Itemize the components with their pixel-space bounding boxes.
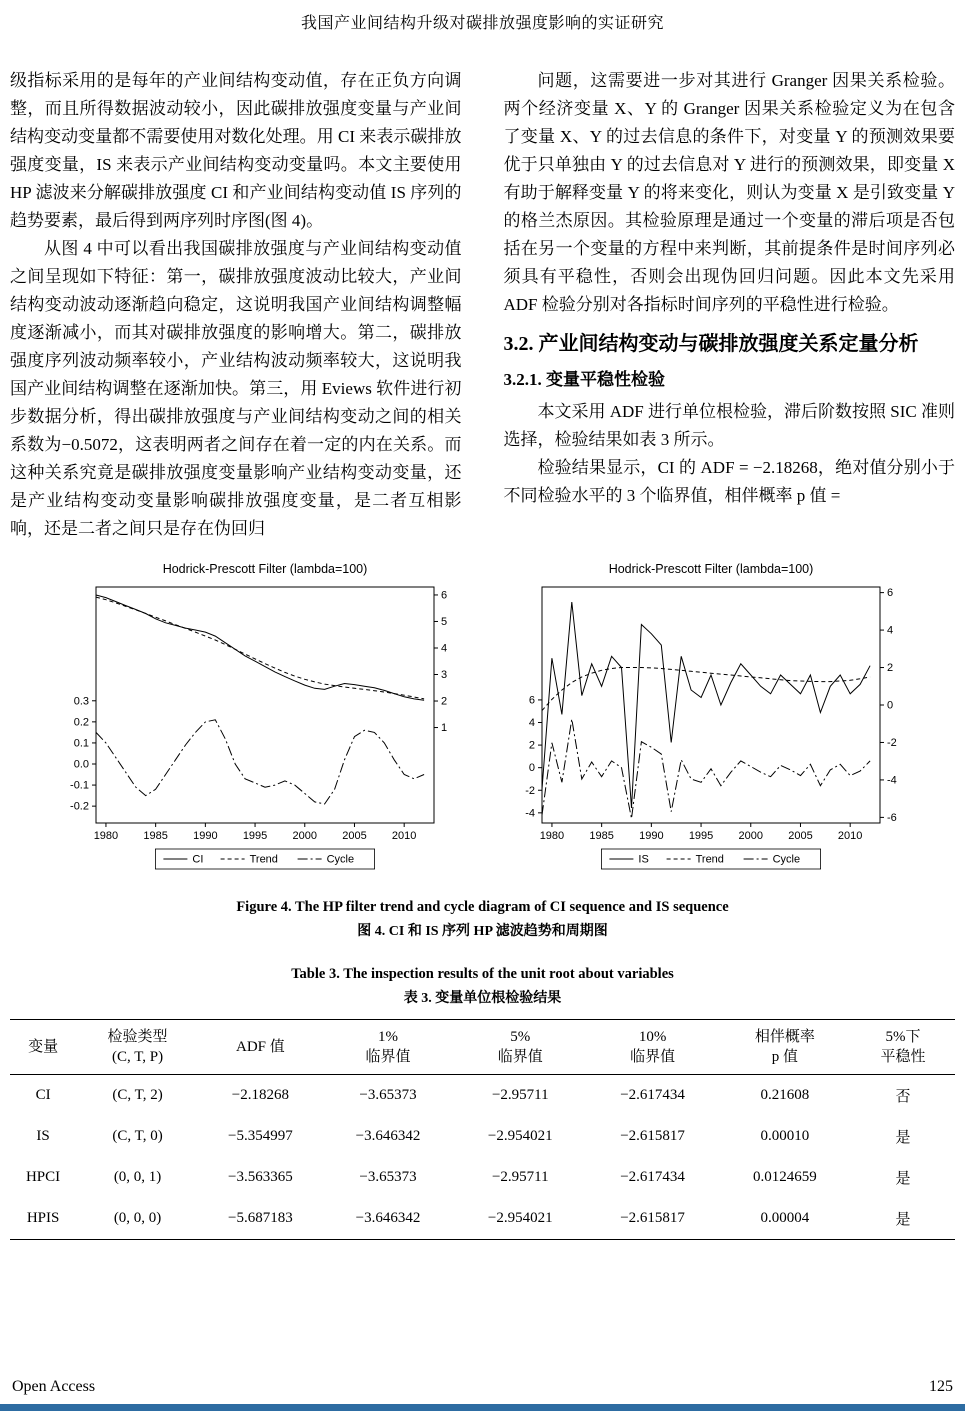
body-paragraph: 级指标采用的是每年的产业间结构变动值，存在正负方向调整，而且所得数据波动较小，因此碳排放强度变量与产业间结构变动变量都不需要使用对数化处理。用 CI 来表示碳排放强度变量，IS 来表示产业间结构变动变量吗。本文主要使用 HP 滤波来分解碳排放强度 CI 和产业间结构变动值 IS 序列的趋势要素，最后得到两序列时序图(图 4)。 [10, 71, 462, 230]
svg-text:IS: IS [637, 853, 649, 866]
chart-legend [155, 849, 374, 869]
footer-open-access: Open Access [12, 1378, 96, 1395]
subsection-heading-3-2-1: 3.2.1. 变量平稳性检验 [503, 370, 665, 389]
svg-text:-4: -4 [886, 774, 897, 787]
svg-text:2010: 2010 [391, 830, 416, 842]
svg-text:4: 4 [440, 642, 447, 655]
footer-page-number: 125 [929, 1378, 953, 1395]
table-header-cell: 5% 临界值 [497, 1029, 543, 1065]
right-column [504, 67, 956, 543]
page-footer [12, 1378, 953, 1396]
table-cell: 是 [895, 1171, 911, 1187]
series-ci-line [96, 595, 424, 700]
table-caption-en: Table 3. The inspection results of the unit root about variables [291, 966, 674, 982]
svg-text:2000: 2000 [738, 830, 763, 842]
svg-text:2005: 2005 [787, 830, 813, 842]
table-header-cell: 1% 临界值 [365, 1029, 411, 1065]
table-cell: (C, T, 2) [112, 1087, 163, 1103]
svg-text:6: 6 [886, 587, 893, 600]
table-cell: 0.0124659 [752, 1169, 817, 1185]
svg-text:0: 0 [528, 762, 535, 775]
svg-text:0: 0 [886, 699, 893, 712]
table-cell: 否 [895, 1089, 911, 1105]
table-cell: HPCI [25, 1169, 61, 1185]
table-3-area [0, 966, 965, 1240]
svg-text:2000: 2000 [292, 830, 317, 842]
table-row [10, 1116, 955, 1157]
body-paragraph: 从图 4 中可以看出我国碳排放强度与产业间结构变动值之间呈现如下特征：第一，碳排放强度波动比较大，产业间结构变动波动逐渐趋向稳定，这说明我国产业间结构调整幅度逐渐减小，而其对碳排放强度的影响增大。第二，碳排放强度序列波动频率较小，产业结构波动频率较大，这说明我国产业间结构调整在逐渐加快。第三，用 Eviews 软件进行初步数据分析，得出碳排放强度与产业间结构变动之间的相关系数为−0.5072，这表明两者之间存在着一定的内在关系。而这种关系究竟是碳排放强度变量影响产业结构变动变量，还是产业结构变动变量影响碳排放强度变量，是二者互相影响，还是二者之间只是存在伪回归 [10, 239, 462, 538]
two-column-body [0, 67, 965, 543]
svg-text:Trend: Trend [695, 853, 724, 866]
table-cell: (0, 0, 1) [113, 1169, 162, 1185]
figure-caption-en: Figure 4. The HP filter trend and cycle diagram of CI sequence and IS sequence [236, 899, 729, 915]
series-is-line [542, 602, 870, 808]
table-row [10, 1198, 955, 1240]
table-cell: −5.354997 [228, 1128, 293, 1144]
svg-text:3: 3 [440, 669, 447, 682]
table-cell: 是 [895, 1212, 911, 1228]
svg-text:Hodrick-Prescott Filter (lambd: Hodrick-Prescott Filter (lambda=100) [162, 562, 367, 576]
hp-filter-chart-ci [50, 557, 470, 889]
table-cell: −2.95711 [491, 1087, 549, 1103]
svg-text:1995: 1995 [688, 830, 713, 842]
svg-text:Cycle: Cycle [772, 853, 800, 866]
table-cell: −3.65373 [359, 1087, 417, 1103]
series-trend-line [542, 668, 870, 711]
hp-filter-charts [0, 557, 965, 889]
table-cell: −2.617434 [620, 1087, 685, 1103]
table-cell: (0, 0, 0) [113, 1210, 162, 1226]
table-cell: −3.646342 [355, 1210, 421, 1226]
chart-legend [601, 849, 820, 869]
table-header-cell: 5%下 平稳性 [880, 1029, 926, 1065]
section-heading-3-2: 3.2. 产业间结构变动与碳排放强度关系定量分析 [503, 333, 919, 355]
table-row [10, 1157, 955, 1198]
svg-text:2005: 2005 [341, 830, 367, 842]
table-cell: −2.954021 [487, 1128, 553, 1144]
table-cell: CI [35, 1087, 51, 1103]
svg-text:2: 2 [440, 695, 447, 708]
svg-text:1980: 1980 [93, 830, 118, 842]
svg-text:1995: 1995 [242, 830, 267, 842]
svg-text:1: 1 [440, 722, 447, 735]
unit-root-test-table [10, 1019, 955, 1240]
left-column [10, 67, 462, 543]
series-cycle-line [542, 719, 870, 818]
series-cycle-line [96, 720, 424, 804]
svg-text:-2: -2 [886, 736, 897, 749]
svg-text:2: 2 [886, 662, 893, 675]
svg-text:1990: 1990 [192, 830, 218, 842]
table-cell: −2.615817 [620, 1128, 685, 1144]
svg-text:6: 6 [440, 589, 447, 602]
svg-text:6: 6 [528, 694, 535, 707]
svg-text:1990: 1990 [638, 830, 664, 842]
table-header-cell: 相伴概率 p 值 [754, 1029, 815, 1065]
svg-text:0.0: 0.0 [73, 758, 89, 771]
table-caption-zh: 表 3. 变量单位根检验结果 [403, 991, 562, 1006]
body-paragraph: 检验结果显示，CI 的 ADF = −2.18268，绝对值分别小于不同检验水平的 3 个临界值，相伴概率 p 值 = [503, 458, 955, 505]
series-trend-line [96, 597, 424, 699]
svg-text:2: 2 [528, 739, 535, 752]
table-cell: −3.646342 [355, 1128, 421, 1144]
svg-text:1985: 1985 [142, 830, 168, 842]
table-header-cell: ADF 值 [236, 1039, 285, 1055]
svg-text:CI: CI [191, 853, 203, 866]
svg-text:4: 4 [528, 717, 535, 730]
table-cell: IS [36, 1128, 50, 1144]
table-row [10, 1075, 955, 1117]
svg-text:-2: -2 [524, 784, 535, 797]
svg-text:Cycle: Cycle [326, 853, 354, 866]
svg-text:0.1: 0.1 [73, 737, 89, 750]
table-cell: 是 [895, 1130, 911, 1146]
table-header-cell: 变量 [28, 1039, 59, 1055]
svg-text:5: 5 [440, 615, 447, 628]
table-cell: −2.95711 [491, 1169, 549, 1185]
svg-text:4: 4 [886, 624, 893, 637]
svg-text:-4: -4 [524, 807, 535, 820]
table-cell: 0.00010 [760, 1128, 810, 1144]
footer-accent-bar [0, 1404, 965, 1411]
figure-caption-zh: 图 4. CI 和 IS 序列 HP 滤波趋势和周期图 [357, 924, 608, 939]
svg-text:-6: -6 [886, 811, 897, 824]
table-cell: (C, T, 0) [112, 1128, 163, 1144]
svg-text:0.3: 0.3 [73, 695, 89, 708]
table-cell: −2.615817 [620, 1210, 685, 1226]
table-cell: −5.687183 [228, 1210, 293, 1226]
svg-text:-0.2: -0.2 [69, 800, 89, 813]
svg-text:Hodrick-Prescott Filter (lambd: Hodrick-Prescott Filter (lambda=100) [608, 562, 813, 576]
table-cell: 0.00004 [760, 1210, 810, 1226]
table-cell: −2.954021 [487, 1210, 553, 1226]
body-paragraph: 问题，这需要进一步对其进行 Granger 因果关系检验。两个经济变量 X、Y 的 Granger 因果关系检验定义为在包含了变量 X、Y 的过去信息的条件下，对变量 Y 的预测效果要优于只单独由 Y 的过去信息对 Y 进行的预测效果，即变量 X 有助于解释变量 Y 的将来变化，则认为变量 X 是引致变量 Y 的格兰杰原因。其检验原理是通过一个变量的滞后项是否包括在另一个变量的方程中来判断，其前提条件是时间序列必须具有平稳性，否则会出现伪回归问题。因此本文先采用 ADF 检验分别对各指标时间序列的平稳性进行检验。 [503, 71, 955, 314]
table-cell: −2.18268 [231, 1087, 290, 1103]
table-header-cell: 10% 临界值 [630, 1029, 676, 1065]
table-cell: −3.563365 [228, 1169, 293, 1185]
table-cell: −3.65373 [359, 1169, 417, 1185]
svg-text:0.2: 0.2 [73, 716, 89, 729]
page-header-title: 我国产业间结构升级对碳排放强度影响的实证研究 [300, 15, 664, 32]
table-cell: 0.21608 [760, 1087, 810, 1103]
svg-text:2010: 2010 [837, 830, 862, 842]
table-header-cell: 检验类型 (C, T, P) [107, 1029, 168, 1065]
table-cell: −2.617434 [620, 1169, 685, 1185]
hp-filter-chart-is [496, 557, 916, 889]
table-cell: HPIS [26, 1210, 60, 1226]
body-paragraph: 本文采用 ADF 进行单位根检验，滞后阶数按照 SIC 准则选择，检验结果如表 3 所示。 [503, 402, 955, 449]
svg-text:-0.1: -0.1 [69, 779, 89, 792]
table-header-row [10, 1020, 955, 1075]
svg-text:1980: 1980 [539, 830, 564, 842]
figure-4-area [0, 557, 965, 940]
svg-text:1985: 1985 [588, 830, 614, 842]
svg-text:Trend: Trend [249, 853, 278, 866]
